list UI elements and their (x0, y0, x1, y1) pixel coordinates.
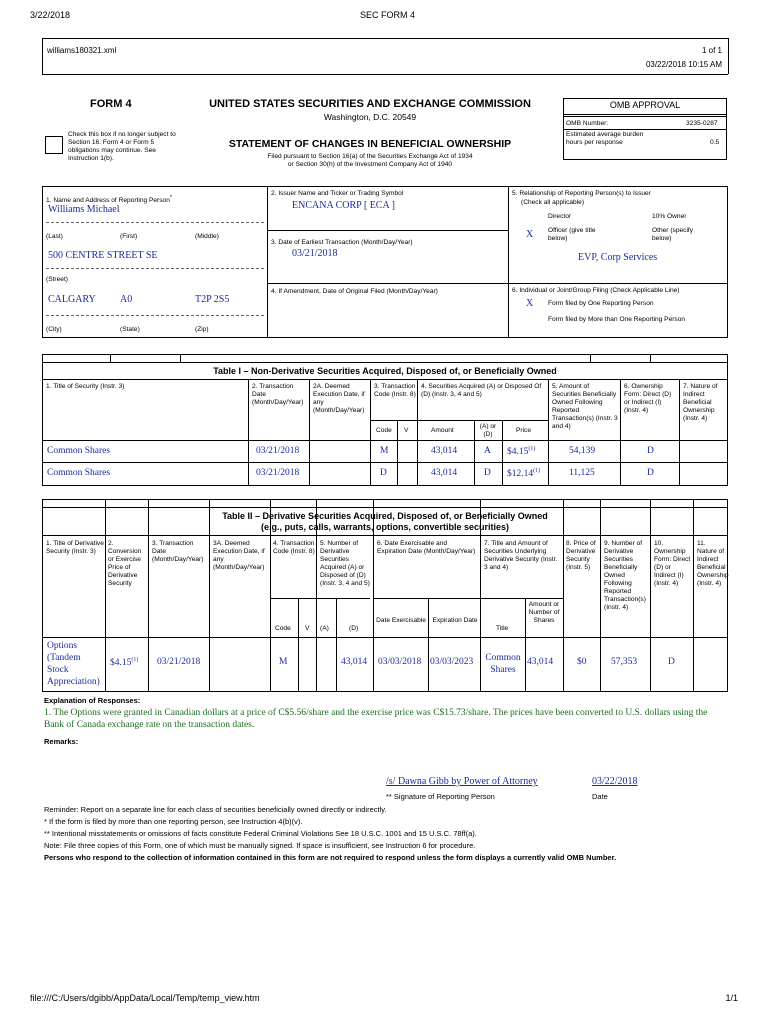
multiple-person-option[interactable]: Form filed by More than One Reporting Person (548, 316, 686, 323)
group-mark: X (526, 298, 534, 309)
city: CALGARY (48, 294, 96, 305)
note-omb: Persons who respond to the collection of information contained in this form are not required to respond unless the form displays a currently valid OMB Number. (44, 853, 617, 862)
city-label: (City) (46, 326, 62, 333)
reporting-person-name: Williams Michael (48, 204, 120, 215)
other-option[interactable]: Other (specify below) (652, 227, 694, 242)
t2-expiration: 03/03/2023 (430, 657, 474, 667)
issuer-label: 2. Issuer Name and Ticker or Trading Symbol (271, 190, 404, 197)
one-person-option[interactable]: Form filed by One Reporting Person (548, 300, 654, 307)
amendment-label: 4. If Amendment, Date of Original Filed (Month/Day/Year) (271, 288, 438, 295)
name-label: 1. Name and Address of Reporting Person* (46, 195, 173, 205)
statement-title: STATEMENT OF CHANGES IN BENEFICIAL OWNERSHIP (228, 138, 512, 150)
relationship-label: 5. Relationship of Reporting Person(s) to Issuer (512, 190, 651, 197)
omb-title: OMB APPROVAL (609, 100, 681, 110)
state-label: (State) (120, 326, 140, 333)
note-copies: Note: File three copies of this Form, one of which must be manually signed. If space is insufficient, see Instruction 6 for procedure. (44, 841, 476, 850)
t1-col-nature: 7. Nature of Indirect Beneficial Ownership (Instr. 4) (683, 383, 718, 422)
filed-line-1: Filed pursuant to Section 16(a) of the Securities Exchange Act of 1934 (267, 153, 473, 160)
signature-date: 03/22/2018 (592, 776, 638, 787)
t1-col-form: 6. Ownership Form: Direct (D) or Indirect (I) (Instr. 4) (624, 383, 672, 414)
state: A0 (120, 294, 133, 305)
filed-line-2: or Section 30(h) of the Investment Company Act of 1940 (287, 161, 453, 168)
relationship-sub: (Check all applicable) (521, 199, 585, 206)
t1-r2-date: 03/21/2018 (256, 468, 300, 478)
t1-sub-code: Code (376, 427, 392, 434)
t1-r2-amount: 43,014 (431, 468, 458, 478)
print-date: 3/22/2018 (30, 10, 71, 20)
t1-r2-owned: 11,125 (569, 468, 595, 478)
t2-sub-a: (A) (320, 625, 329, 632)
footer-page: 1/1 (725, 993, 738, 1003)
t2-col-code: 4. Transaction Code (Instr. 8) (273, 540, 315, 555)
zip: T2P 2S5 (195, 294, 230, 305)
commission-title: UNITED STATES SECURITIES AND EXCHANGE COMMISSION (209, 98, 531, 110)
t2-sub-amount: Amount or Number of Shares (528, 601, 560, 624)
street-label: (Street) (46, 276, 68, 283)
table-row: Common Shares (47, 468, 111, 478)
omb-number: 3235-0287 (686, 120, 718, 127)
t2-col-underlying: 7. Title and Amount of Securities Underlying Derivative Security (Instr. 3 and 4) (484, 540, 558, 571)
officer-option[interactable]: Officer (give title below) (548, 227, 596, 242)
ten-percent-option[interactable]: 10% Owner (652, 213, 687, 220)
t2-sub-v: V (305, 625, 310, 632)
t1-r1-owned: 54,139 (569, 446, 596, 456)
t2-col-form: 10. Ownership Form: Direct (D) or Indirect (I) (Instr. 4) (654, 540, 691, 587)
officer-mark: X (526, 229, 534, 240)
signature-label: ** Signature of Reporting Person (386, 792, 495, 801)
director-option[interactable]: Director (548, 213, 572, 220)
footer-path: file:///C:/Users/dgibb/AppData/Local/Temp/temp_view.htm (30, 993, 260, 1003)
table-row: Common Shares (47, 446, 111, 456)
earliest-date-label: 3. Date of Earliest Transaction (Month/Day/Year) (271, 239, 413, 246)
burden-value: 0.5 (710, 139, 720, 146)
t1-r2-price: $12.14$^{(1)}$ (507, 468, 541, 480)
signature-date-label: Date (592, 792, 608, 801)
remarks-label: Remarks: (44, 737, 79, 746)
t2-col-deriv-price: 8. Price of Derivative Security (Instr. 5) (566, 540, 596, 571)
t2-exercisable: 03/03/2018 (378, 657, 422, 667)
t2-col-owned: 9. Number of Derivative Securities Beneficially Owned Following Reported Transaction(s) (Instr. 4) (604, 540, 646, 611)
table-2-subtitle: (e.g., puts, calls, warrants, options, convertible securities) (260, 522, 510, 532)
t2-col-title: 1. Title of Derivative Security (Instr. 3) (46, 540, 104, 555)
t2-sub-title: Title (496, 625, 509, 632)
t2-col-deemed: 3A. Deemed Execution Date, if any (Month/Day/Year) (213, 540, 265, 571)
omb-number-label: OMB Number: (566, 120, 609, 127)
t2-underlying-title: Common Shares (485, 653, 521, 675)
signature: /s/ Dawna Gibb by Power of Attorney (386, 776, 538, 787)
table-row: Options (Tandem Stock Appreciation) (47, 641, 100, 687)
middle-label: (Middle) (195, 233, 219, 240)
t2-sub-d: (D) (349, 625, 359, 632)
t2-col-exercisable: 6. Date Exercisable and Expiration Date (Month/Day/Year) (377, 540, 476, 555)
group-filing-label: 6. Individual or Joint/Group Filing (Check Applicable Line) (512, 287, 680, 294)
note-misstatements: ** Intentional misstatements or omissions of facts constitute Federal Criminal Violations See 18 U.S.C. 1001 and 15 U.S.C. 78ff(a). (44, 829, 477, 838)
t1-r2-ad: D (484, 468, 491, 478)
earliest-date: 03/21/2018 (292, 248, 338, 259)
note-multiple: * If the form is filed by more than one reporting person, see Instruction 4(b)(v). (44, 817, 303, 826)
t1-r1-ad: A (484, 446, 491, 456)
t1-sub-v: V (404, 427, 409, 434)
officer-title: EVP, Corp Services (578, 252, 658, 263)
t2-sub-code: Code (275, 625, 291, 632)
t2-sub-exercisable: Date Exercisable (376, 617, 426, 624)
t1-col-date: 2. Transaction Date (Month/Day/Year) (252, 383, 304, 406)
t2-deriv-price: $0 (577, 657, 587, 667)
t2-owned: 57,353 (611, 657, 638, 667)
t1-sub-ad: (A) or (D) (479, 423, 497, 438)
table-2-title: Table II – Derivative Securities Acquired, Disposed of, or Beneficially Owned (222, 511, 548, 521)
t1-col-title: 1. Title of Security (Instr. 3) (46, 383, 125, 390)
t2-col-number: 5. Number of Derivative Securities Acquired (A) or Disposed of (D) (Instr. 3, 4 and 5) (320, 540, 370, 587)
t2-code: M (279, 657, 288, 667)
form-label: FORM 4 (90, 98, 132, 110)
t1-sub-amount: Amount (431, 427, 454, 434)
t2-date: 03/21/2018 (157, 657, 201, 667)
explanation-label: Explanation of Responses: (44, 696, 141, 705)
t1-r1-date: 03/21/2018 (256, 446, 300, 456)
t2-price: $4.15$^{(1)}$ (110, 657, 139, 669)
t2-col-price: 2. Conversion or Exercise Price of Derivative Security (108, 540, 142, 587)
t1-r2-code: D (380, 468, 387, 478)
t1-r1-form: D (647, 446, 654, 456)
commission-location: Washington, D.C. 20549 (323, 112, 417, 122)
last-label: (Last) (46, 233, 63, 240)
t2-sub-expiration: Expiration Date (432, 617, 478, 624)
issuer-name: ENCANA CORP [ ECA ] (292, 200, 395, 211)
t2-col-nature: 11. Nature of Indirect Beneficial Ownership (Instr. 4) (697, 540, 729, 587)
page-title: SEC FORM 4 (360, 10, 416, 20)
burden-label: Estimated average burden hours per response (566, 131, 644, 146)
t1-r2-form: D (647, 468, 654, 478)
t1-r1-amount: 43,014 (431, 446, 458, 456)
table-1-title: Table I – Non-Derivative Securities Acquired, Disposed of, or Beneficially Owned (213, 366, 557, 376)
file-name: williams180321.xml (47, 46, 117, 55)
page-count: 1 of 1 (701, 46, 722, 55)
t1-col-deemed: 2A. Deemed Execution Date, if any (Month/Day/Year) (313, 383, 365, 414)
street-address: 500 CENTRE STREET SE (48, 250, 158, 261)
t1-col-acquired: 4. Securities Acquired (A) or Disposed Of (D) (Instr. 3, 4 and 5) (421, 383, 542, 398)
explanation-text: 1. The Options were granted in Canadian dollars at a price of C$5.56/share and the exercise price was C$15.73/share. The prices have been converted to U.S. dollars using the Bank of Canada exchange rate on the transaction dates. (44, 708, 708, 730)
t2-form: D (668, 657, 675, 667)
first-label: (First) (120, 233, 138, 240)
t1-r1-code: M (380, 446, 389, 456)
t1-col-code: 3. Transaction Code (Instr. 8) (374, 383, 416, 398)
t2-disposed: 43,014 (341, 657, 368, 667)
t2-col-date: 3. Transaction Date (Month/Day/Year) (152, 540, 204, 563)
note-reminder: Reminder: Report on a separate line for each class of securities beneficially owned directly or indirectly. (44, 805, 387, 814)
no-longer-subject-checkbox[interactable] (45, 136, 63, 154)
t2-underlying-amount: 43,014 (527, 657, 554, 667)
zip-label: (Zip) (195, 326, 209, 333)
checkbox-text: Check this box if no longer subject to Section 16. Form 4 or Form 5 obligations may continue. See Instruction 1(b). (68, 131, 176, 162)
t1-sub-price: Price (516, 427, 532, 434)
t1-col-owned: 5. Amount of Securities Beneficially Owned Following Reported Transaction(s) (Instr. 3 and 4) (552, 383, 618, 430)
timestamp: 03/22/2018 10:15 AM (645, 60, 722, 69)
t1-r1-price: $4.15$^{(1)}$ (507, 446, 536, 458)
